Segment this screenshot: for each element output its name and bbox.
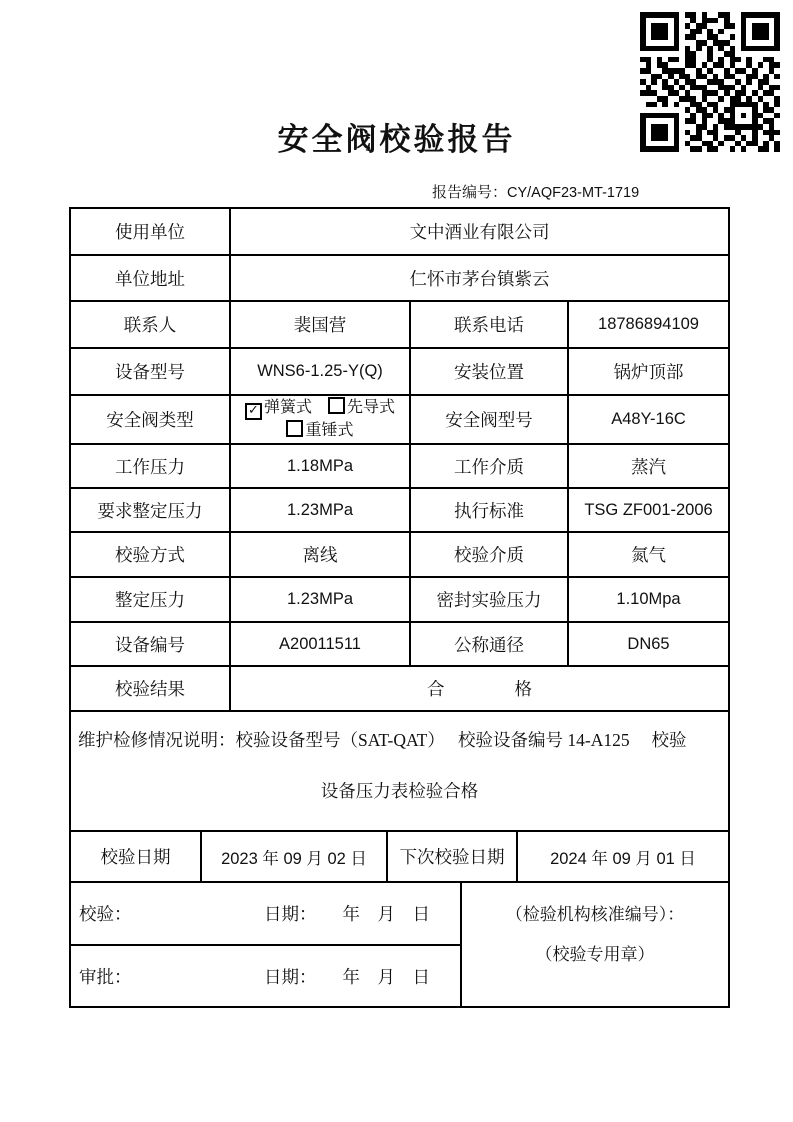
ymd-placeholder: 年 月 日: [342, 904, 430, 924]
calibrator-date: [264, 901, 430, 926]
approver-signature-row: [70, 945, 461, 1007]
value-phone: 18786894109: [568, 301, 729, 348]
table-row: [70, 532, 729, 577]
value-calibration-method: 离线: [230, 532, 410, 577]
calibrator-signature-row: [70, 882, 461, 945]
info-table: [69, 207, 730, 832]
value-install-position: 锅炉顶部: [568, 348, 729, 395]
value-use-unit: 文中酒业有限公司: [230, 208, 729, 255]
label-valve-type: 安全阀类型: [70, 395, 230, 444]
approver-date: [264, 964, 430, 989]
calibrator-label: 校验：: [79, 904, 132, 924]
table-row: [70, 577, 729, 622]
report-number-value: CY/AQF23-MT-1719: [507, 185, 640, 201]
date-label: 日期：: [264, 904, 317, 924]
table-row: [70, 831, 729, 882]
table-row: [70, 301, 729, 348]
table-row: [70, 395, 729, 444]
report-table: [69, 207, 728, 1008]
value-contact: 裴国营: [230, 301, 410, 348]
table-row: [70, 488, 729, 532]
label-calibration-result: 校验结果: [70, 666, 230, 711]
valve-type-option-pilot: [328, 397, 395, 420]
dates-table: [69, 830, 730, 883]
date-label: 日期：: [264, 966, 317, 987]
value-valve-model: A48Y-16C: [568, 395, 729, 444]
valve-type-option-spring: [245, 397, 312, 420]
page-title: 安全阀校验报告: [277, 122, 516, 157]
maintenance-note: [70, 711, 729, 831]
option-label: 重锤式: [305, 422, 354, 439]
label-equipment-model: 设备型号: [70, 348, 230, 395]
report-number-label: 报告编号：: [432, 185, 508, 201]
label-seal-test-pressure: 密封实验压力: [410, 577, 568, 622]
option-label: 先导式: [347, 399, 396, 416]
ymd-placeholder: 年 月 日: [342, 966, 430, 987]
value-working-pressure: 1.18MPa: [230, 444, 410, 488]
table-row: [70, 348, 729, 395]
checkbox-empty-icon: [286, 420, 303, 437]
label-contact: 联系人: [70, 301, 230, 348]
value-seal-test-pressure: 1.10Mpa: [568, 577, 729, 622]
table-row: [70, 444, 729, 488]
valve-type-option-weight: [286, 420, 353, 442]
label-valve-model: 安全阀型号: [410, 395, 568, 444]
label-working-pressure: 工作压力: [70, 444, 230, 488]
label-next-calibration-date: 下次校验日期: [387, 831, 517, 882]
option-label: 弹簧式: [263, 399, 312, 416]
value-nominal-diameter: DN65: [568, 622, 729, 666]
checkbox-empty-icon: [328, 397, 345, 414]
value-equipment-model: WNS6-1.25-Y(Q): [230, 348, 410, 395]
value-set-pressure: 1.23MPa: [230, 577, 410, 622]
table-row: [70, 666, 729, 711]
label-calibration-medium: 校验介质: [410, 532, 568, 577]
label-equipment-number: 设备编号: [70, 622, 230, 666]
value-calibration-result: 合 格: [230, 666, 729, 711]
value-calibration-date: 2023 年 09 月 02 日: [201, 831, 387, 882]
stamp-area: [461, 882, 729, 1007]
report-number: [432, 181, 639, 202]
table-row: [70, 882, 729, 945]
value-standard: TSG ZF001-2006: [568, 488, 729, 532]
value-next-calibration-date: 2024 年 09 月 01 日: [517, 831, 729, 882]
maintenance-note-line2: 设备压力表检验合格: [320, 781, 479, 801]
valve-type-options: [230, 395, 410, 444]
table-row: [70, 711, 729, 831]
label-set-pressure: 整定压力: [70, 577, 230, 622]
label-use-unit: 使用单位: [70, 208, 230, 255]
label-install-position: 安装位置: [410, 348, 568, 395]
value-calibration-medium: 氮气: [568, 532, 729, 577]
label-calibration-method: 校验方式: [70, 532, 230, 577]
table-row: [70, 255, 729, 301]
label-working-medium: 工作介质: [410, 444, 568, 488]
table-row: [70, 208, 729, 255]
value-required-set-pressure: 1.23MPa: [230, 488, 410, 532]
agency-approval-number: （检验机构核准编号）：: [505, 905, 685, 924]
label-calibration-date: 校验日期: [70, 831, 201, 882]
label-nominal-diameter: 公称通径: [410, 622, 568, 666]
signature-table: [69, 881, 730, 1008]
calibration-seal-placeholder: （校验专用章）: [535, 945, 655, 964]
maintenance-note-line1: 维护检修情况说明：校验设备型号（SAT-QAT） 校验设备编号 14-A125 校验: [78, 730, 687, 750]
approver-label: 审批：: [79, 966, 132, 987]
table-row: [70, 622, 729, 666]
label-phone: 联系电话: [410, 301, 568, 348]
label-unit-address: 单位地址: [70, 255, 230, 301]
value-working-medium: 蒸汽: [568, 444, 729, 488]
value-unit-address: 仁怀市茅台镇紫云: [230, 255, 729, 301]
value-equipment-number: A20011511: [230, 622, 410, 666]
label-standard: 执行标准: [410, 488, 568, 532]
checkbox-checked-icon: ✓: [245, 403, 262, 420]
label-required-set-pressure: 要求整定压力: [70, 488, 230, 532]
